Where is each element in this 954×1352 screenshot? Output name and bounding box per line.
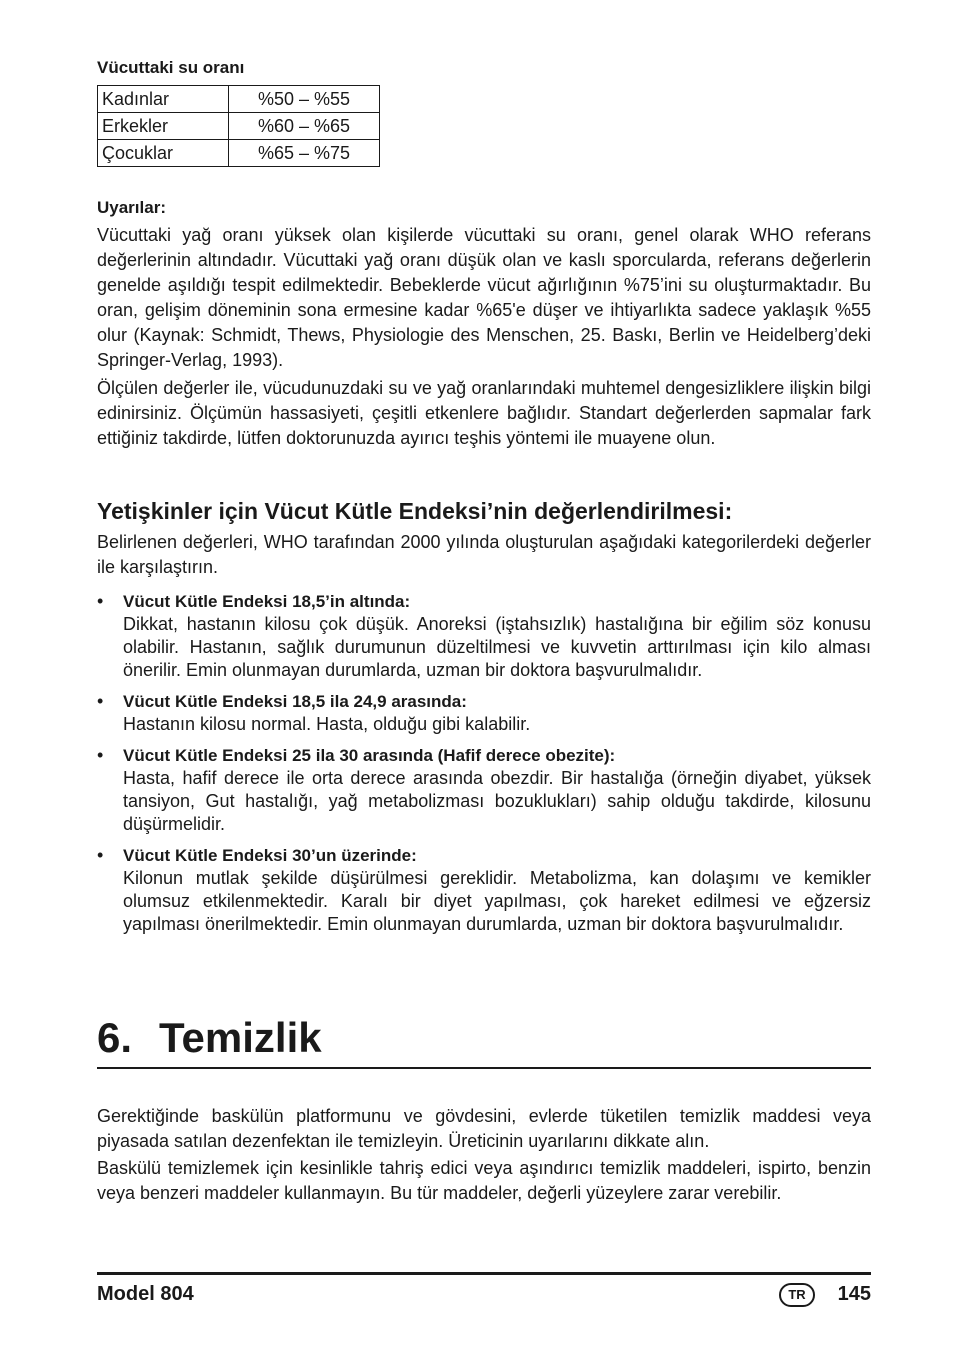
water-ratio-title: Vücuttaki su oranı bbox=[97, 58, 245, 77]
table-cell-range: %50 – %55 bbox=[229, 86, 380, 113]
table-row bbox=[98, 113, 380, 140]
warnings-heading: Uyarılar: bbox=[97, 198, 166, 217]
model-label: Model 804 bbox=[97, 1283, 194, 1305]
list-item-text: Dikkat, hastanın kilosu çok düşük. Anoreksi (iştahsızlık) hastalığına bir eğilim söz konusu olabilir. Hastanın, sağlık durumunun düzeltilmesi ve kuvvetin arttırılması için kilo alması önerilir. Emin olunmayan durumlarda, uzman bir doktora başvurulmalıdır. bbox=[123, 614, 871, 680]
section-number: 6. bbox=[97, 1014, 133, 1061]
list-item-heading: Vücut Kütle Endeksi 25 ila 30 arasında (Hafif derece obezite): bbox=[123, 746, 616, 765]
water-ratio-table bbox=[97, 85, 380, 167]
table-row bbox=[98, 140, 380, 167]
section-title bbox=[97, 1012, 322, 1064]
list-item bbox=[97, 844, 871, 936]
cleaning-paragraph: Gerektiğinde baskülün platformunu ve gövdesini, evlerde tüketilen temizlik maddesi veya piyasada satılan dezenfektan ile temizleyin. Üreticinin uyarılarını dikkate alın. bbox=[97, 1106, 871, 1151]
table-row bbox=[98, 86, 380, 113]
bmi-category-list bbox=[97, 590, 871, 944]
warnings-paragraph: Ölçülen değerler ile, vücudunuzdaki su ve yağ oranlarındaki muhtemel dengesizliklere ilişkin bilgi edinirsiniz. Ölçümün hassasiyeti, çeşitli etkenlere bağlıdır. Standart değerlerden sapmalar fark ettiğiniz takdirde, lütfen doktorunuzda ayırıcı teşhis yöntemi ile muayene olun. bbox=[97, 378, 871, 448]
footer-divider bbox=[97, 1272, 871, 1275]
table-cell-group: Çocuklar bbox=[98, 140, 229, 167]
page-number: 145 bbox=[837, 1283, 871, 1305]
bmi-heading: Yetişkinler için Vücut Kütle Endeksi’nin değerlendirilmesi: bbox=[97, 498, 733, 524]
section-divider bbox=[97, 1067, 871, 1069]
bmi-intro-text: Belirlenen değerleri, WHO tarafından 2000 yılında oluşturulan aşağıdaki kategorilerdeki değerler ile karşılaştırın. bbox=[97, 532, 871, 577]
list-item-text: Hasta, hafif derece ile orta derece arasında obezdir. Bir hastalığa (örneğin diyabet, yüksek tansiyon, Gut hastalığı, yağ metabolizması bozuklukları) sahip olduğu takdirde, kilosunu düşürmelidir. bbox=[123, 768, 871, 834]
bullet-icon: • bbox=[97, 845, 104, 865]
cleaning-paragraph: Baskülü temizlemek için kesinlikle tahriş edici veya aşındırıcı temizlik maddeleri, ispirto, benzin veya benzeri maddeler kullanmayın. Bu tür maddeler, değerli yüzeylere zarar verebilir. bbox=[97, 1158, 871, 1203]
bullet-icon: • bbox=[97, 745, 104, 765]
bullet-icon: • bbox=[97, 691, 104, 711]
bullet-icon: • bbox=[97, 591, 104, 611]
cleaning-body bbox=[97, 1104, 871, 1206]
list-item-text: Kilonun mutlak şekilde düşürülmesi gereklidir. Metabolizma, kan dolaşımı ve kemikler olumsuz etkilenmektedir. Karalı bir diyet yapılması, çok hareket edilmesi ve eğzersiz yapılması önerilmektedir. Emin olunmayan durumlarda, uzman bir doktora başvurulmalıdır. bbox=[123, 868, 871, 934]
list-item-text: Hastanın kilosu normal. Hasta, olduğu gibi kalabilir. bbox=[123, 714, 531, 734]
table-cell-range: %65 – %75 bbox=[229, 140, 380, 167]
table-cell-group: Erkekler bbox=[98, 113, 229, 140]
list-item bbox=[97, 690, 871, 736]
list-item-heading: Vücut Kütle Endeksi 18,5 ila 24,9 arasında: bbox=[123, 692, 467, 711]
warnings-body bbox=[97, 223, 871, 451]
list-item bbox=[97, 590, 871, 682]
table-cell-range: %60 – %65 bbox=[229, 113, 380, 140]
bmi-intro bbox=[97, 530, 871, 580]
section-title-text: Temizlik bbox=[159, 1014, 322, 1061]
list-item-heading: Vücut Kütle Endeksi 30’un üzerinde: bbox=[123, 846, 417, 865]
list-item bbox=[97, 744, 871, 836]
language-badge: TR bbox=[779, 1283, 815, 1307]
list-item-heading: Vücut Kütle Endeksi 18,5’in altında: bbox=[123, 592, 411, 611]
warnings-paragraph: Vücuttaki yağ oranı yüksek olan kişilerde vücuttaki su oranı, genel olarak WHO referans değerlerinin altındadır. Vücuttaki yağ oranı düşük olan ve kaslı sporcularda, referans değerlerin genelde aşıldığı tespit edilmektedir. Bebeklerde vücut ağırlığının %75’ini su oluşturmaktadır. Bu oran, gelişim döneminin sona ermesine kadar %65'e düşer ve ihtiyarlıkta sadece yaklaşık %55 olur (Kaynak: Schmidt, Thews, Physiologie des Menschen, 25. Baskı, Berlin ve Heidelberg’deki Springer-Verlag, 1993). bbox=[97, 225, 871, 370]
table-cell-group: Kadınlar bbox=[98, 86, 229, 113]
